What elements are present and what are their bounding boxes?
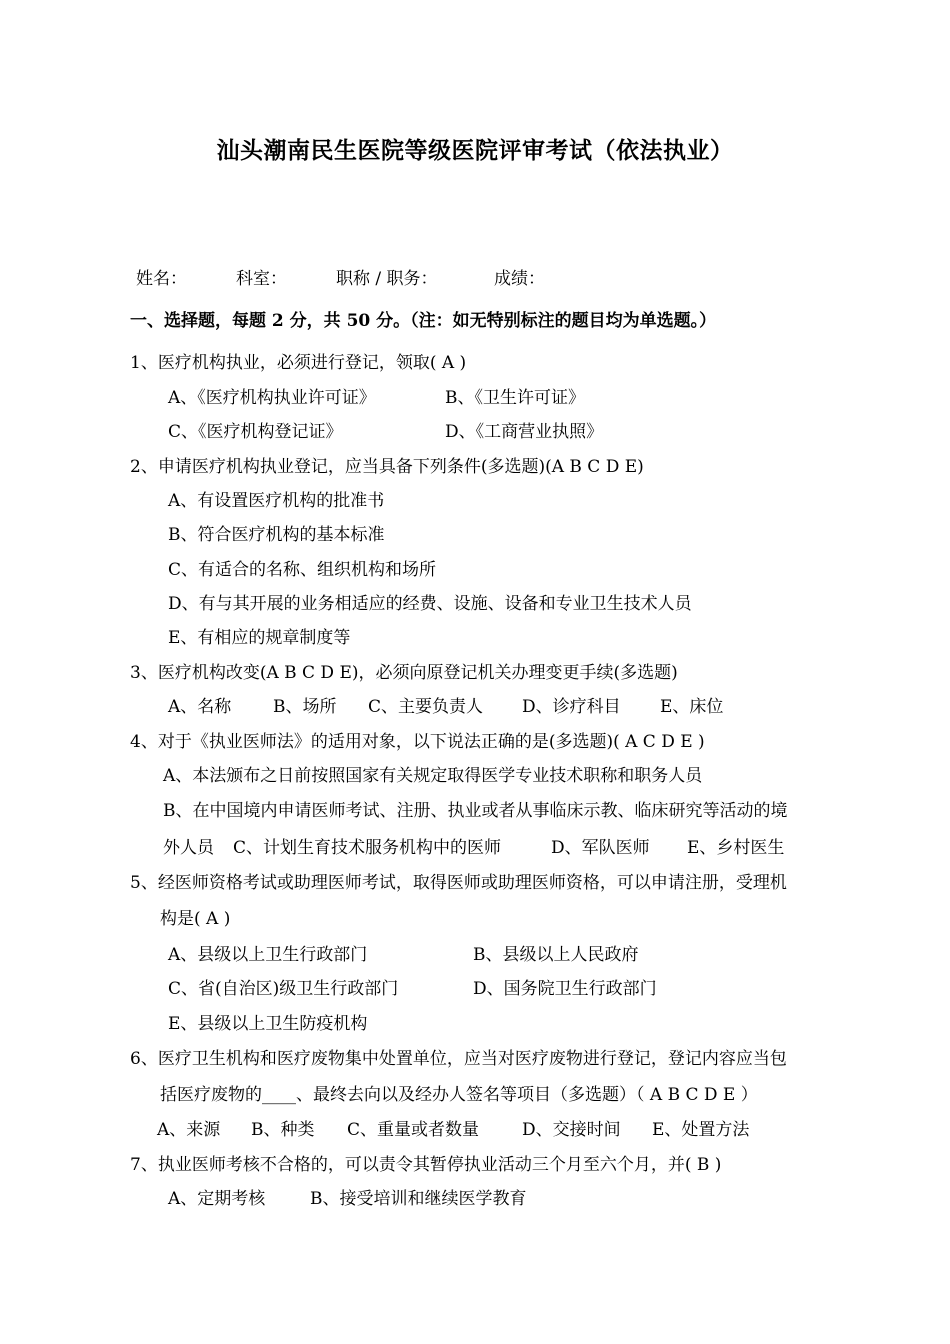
option-b: B、《卫生许可证》 <box>445 388 585 408</box>
option-d: D、国务院卫生行政部门 <box>473 979 657 999</box>
option-e: E、处置方法 <box>652 1120 750 1140</box>
question-5-options-row2 <box>168 974 657 999</box>
option-b: B、接受培训和继续医学教育 <box>310 1189 527 1209</box>
question-3: 3、医疗机构改变(A B C D E)，必须向原登记机关办理变更手续(多选题) <box>130 663 678 683</box>
option-b: B、县级以上人民政府 <box>473 945 639 965</box>
option-a: A、有设置医疗机构的批准书 <box>168 491 385 511</box>
option-d: D、《工商营业执照》 <box>445 422 604 442</box>
option-d: D、有与其开展的业务相适应的经费、设施、设备和专业卫生技术人员 <box>168 594 692 614</box>
question-1-options-row2 <box>168 417 603 442</box>
question-2: 2、申请医疗机构执业登记，应当具备下列条件(多选题)(A B C D E) <box>130 457 644 477</box>
option-d: D、诊疗科目 <box>522 697 621 717</box>
option-c: C、省(自治区)级卫生行政部门 <box>168 979 399 999</box>
question-1-options-row1 <box>168 383 585 408</box>
position-label: 职称 / 职务： <box>336 269 438 289</box>
question-5-line2: 构是( A ) <box>160 909 231 929</box>
option-b: B、场所 <box>273 697 337 717</box>
question-3-options <box>168 692 723 717</box>
option-a: A、《医疗机构执业许可证》 <box>168 388 376 408</box>
option-b-line2: 外人员 <box>163 838 214 858</box>
option-c: C、计划生育技术服务机构中的医师 <box>233 838 502 858</box>
name-label: 姓名： <box>136 269 187 289</box>
dept-label: 科室： <box>236 269 287 289</box>
option-c: C、《医疗机构登记证》 <box>168 422 343 442</box>
option-e: E、乡村医生 <box>687 838 785 858</box>
examinee-info <box>136 264 545 289</box>
question-7: 7、执业医师考核不合格的，可以责令其暂停执业活动三个月至六个月，并( B ) <box>130 1155 722 1175</box>
score-label: 成绩： <box>494 269 545 289</box>
option-a: A、定期考核 <box>168 1189 266 1209</box>
section-heading: 一、选择题，每题 2 分，共 50 分。（注：如无特别标注的题目均为单选题。） <box>130 311 717 331</box>
option-e: E、床位 <box>660 697 724 717</box>
option-b: B、符合医疗机构的基本标准 <box>168 525 385 545</box>
option-a: A、本法颁布之日前按照国家有关规定取得医学专业技术职称和职务人员 <box>163 766 703 786</box>
question-5-line1: 5、经医师资格考试或助理医师考试，取得医师或助理医师资格，可以申请注册，受理机 <box>130 873 787 893</box>
option-c: C、重量或者数量 <box>347 1120 480 1140</box>
question-6-line1: 6、医疗卫生机构和医疗废物集中处置单位，应当对医疗废物进行登记，登记内容应当包 <box>130 1049 787 1069</box>
question-4-options <box>163 833 784 858</box>
question-1: 1、医疗机构执业，必须进行登记，领取( A ) <box>130 353 467 373</box>
option-b: B、种类 <box>251 1120 315 1140</box>
option-a: A、县级以上卫生行政部门 <box>168 945 368 965</box>
option-c: C、主要负责人 <box>368 697 484 717</box>
question-6-line2: 括医疗废物的____、最终去向以及经办人签名等项目（多选题）（ A B C D E ） <box>160 1085 758 1105</box>
question-7-options <box>168 1184 527 1209</box>
question-5-options-row1 <box>168 940 639 965</box>
option-c: C、有适合的名称、组织机构和场所 <box>168 560 437 580</box>
question-6-options <box>157 1115 749 1140</box>
question-4: 4、对于《执业医师法》的适用对象，以下说法正确的是(多选题)( A C D E ) <box>130 732 705 752</box>
option-a: A、名称 <box>168 697 232 717</box>
option-e: E、有相应的规章制度等 <box>168 628 351 648</box>
option-d: D、军队医师 <box>551 838 650 858</box>
option-d: D、交接时间 <box>522 1120 621 1140</box>
page-title: 汕头潮南民生医院等级医院评审考试（依法执业） <box>216 137 734 164</box>
option-b-line1: B、在中国境内申请医师考试、注册、执业或者从事临床示教、临床研究等活动的境 <box>163 801 788 821</box>
option-a: A、来源 <box>157 1120 221 1140</box>
option-e: E、县级以上卫生防疫机构 <box>168 1014 368 1034</box>
